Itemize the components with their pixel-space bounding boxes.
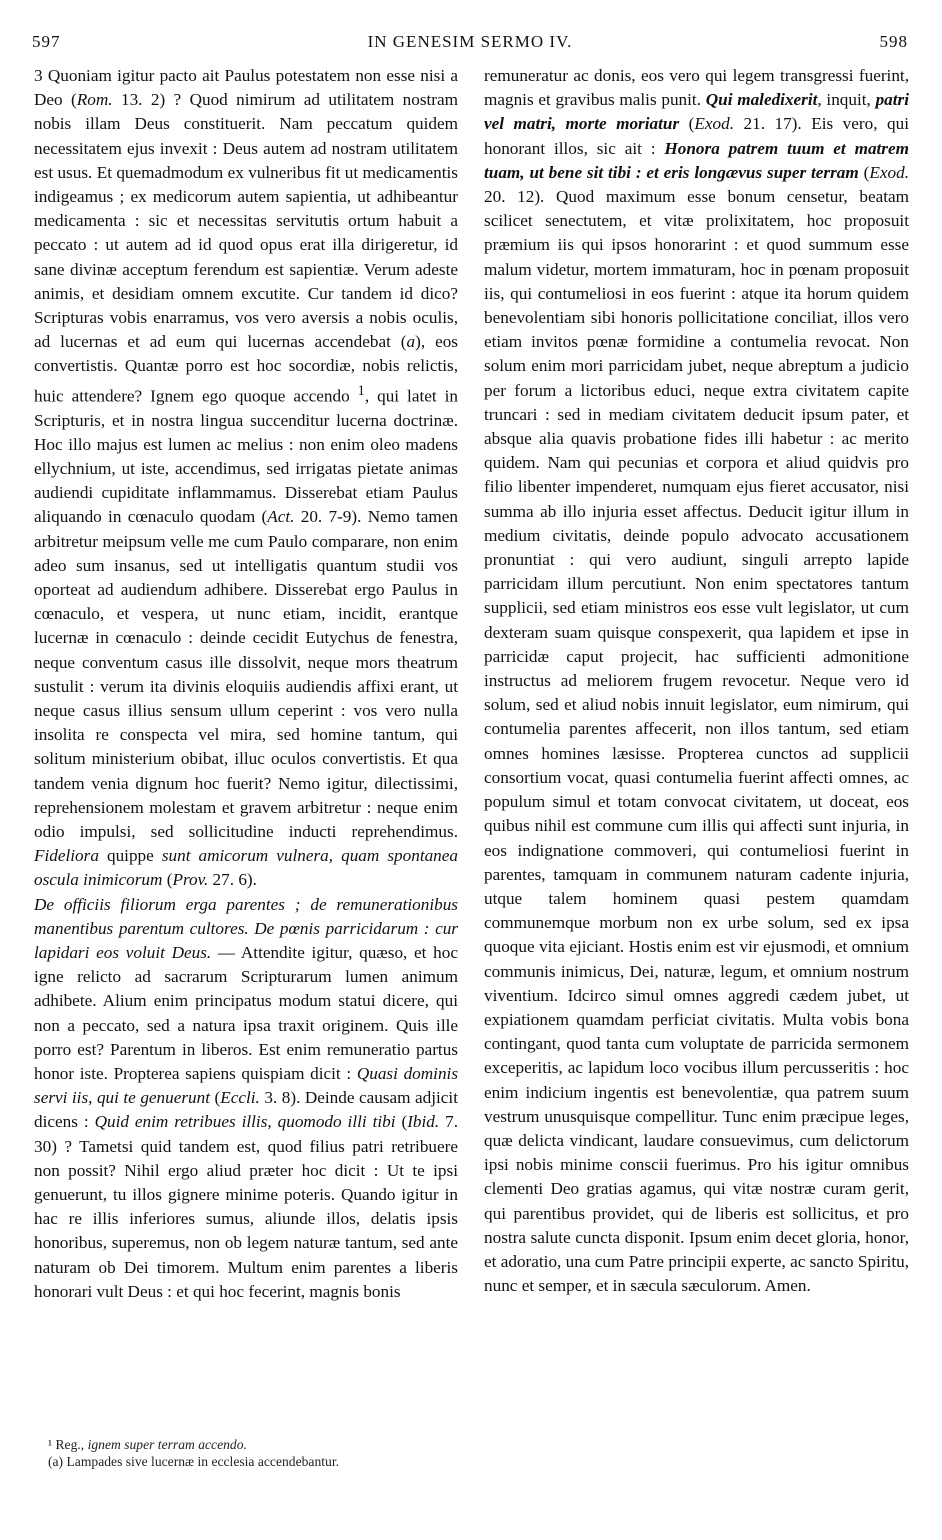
text-run: ( <box>679 114 695 134</box>
footnote-text: Reg., <box>52 1437 88 1452</box>
text-run: 7. 30) ? Tametsi quid tandem est, quod filius patri retribuere non possit? Nihil ergo aliud præter hoc dicit : Ut te ipsi genuerunt, tu illos gignere minime poteris. Quando igitur in hac re illis inferiores sumus, aliunde illos, delatis ipsis honoribus, superemus, non ob legem naturæ tantum, sed ante naturam ob Dei timorem. Multum enim parentes a liberis honorari vult Deus : et qui hoc fecerint, magnis bonis <box>34 1112 459 1301</box>
text-run: ( <box>858 162 870 182</box>
scripture-ref: Exod. <box>869 162 909 182</box>
text-run: quippe <box>98 846 162 866</box>
running-header <box>32 32 908 58</box>
text-run: ), eos convertistis. Quantæ porro est hoc socordiæ, nobis relictis, huic attendere? Ignem ego quoque accendo <box>34 332 458 406</box>
paragraph-4 <box>34 893 458 1304</box>
scripture-ref: Act. <box>267 507 295 527</box>
footnote-mark: (a) <box>48 1454 64 1469</box>
text-run: 3 Quoniam igitur pacto ait Paulus potestatem non esse nisi a Deo ( <box>34 66 458 110</box>
footnote-ref-a: a <box>406 332 416 352</box>
footnote-a <box>34 1453 458 1470</box>
quotation: Honora patrem tuum et matrem tuam, ut bene sit tibi : et eris longævus super terram <box>484 138 909 182</box>
running-title: IN GENESIM SERMO IV. <box>367 32 573 51</box>
text-run: ( <box>162 870 173 890</box>
text-run: , qui latet in Scripturis, et in nostra lingua succenditur lucerna doctrinæ. Hoc illo majus est lumen ac melius : non enim oleo madens ellychnium, ut iste, accendimus, sed irrigatas pietate animas audiendi cupiditate inflammamus. Disserebat etiam Paulus aliquando in cœnaculo quodam ( <box>34 386 458 527</box>
paragraph-3 <box>34 64 458 893</box>
summary-text: De officiis filiorum erga parentes ; de remunerationibus manentibus parentum cultores. De pœnis parricidarum : cur lapidari eos voluit Deus. <box>34 894 458 963</box>
right-column <box>484 64 909 1298</box>
text-run: 20. 12). Quod maximum esse bonum censetur, beatam scilicet senectutem, et vitæ prolixitatem, hoc proposuit præmium iis qui ipsos honorarint : et quod summum esse malum videtur, mortem immaturam, hoc in pœnam proposuit iis, qui contumeliosi in eos fuerint : atque ita horum quidem benevolentiam sibi honoris pollicitatione conciliat, illos vero etiam invitos pœnæ formidine a contumelia revocat. Non solum enim mori parricidam jubet, neque abreptum a judicio per forum a lictoribus educi, neque extra civitatem capite truncari : sed in mediam civitatem deducit ipsum pater, et absque alia quavis probatione fides illi habetur : ac merito quidem. Nam qui pecunias et corpora et aliud quidvis pro filio libenter impenderet, numquam ejus fieret accusator, nisi summa ab illo injuria esset affectus. Deducit igitur illum in medium civitatis, deinde populo advocato accusationem pronuntiat : qui vero audiunt, singuli arrepto lapide parricidam illum percutiunt. Non enim spectatores tantum supplicii, sed etiam ministros eos esse vult legislator, ut cum dexteram suam quisque conspexerit, qua lapidem et ipse in parricidæ caput projecit, hac sufficienti admonitione instructus ad meliorem frugem revocetur. Neque vero id solum, sed et aliud nobis innuit legislator, eum nimirum, qui contumelia parentes affecerit, non illos tantum, sed etiam omnes homines læsisse. Propterea cunctos ad supplicii consortium vocat, quasi contumelia fuerint affecti omnes, ac populum simul et totam convocat civitatem, ut doceat, eos quibus nihil est commune cum illis qui affecti sunt injuria, in eos indignatione commoveri, qui contumeliosi fuerint in parentes, tamquam in communem naturam cadente injuria, utque talem hominem quasi pestem quamdam communemque morbum non ex urbe solum, sed ex ipsa quoque vita ejiciant. Hostis enim est vir ejusmodi, et omnium communis inimicus, Dei, naturæ, legum, et omnium nostrum viventium. Idcirco simul omnes aggredi cædem jubet, ut expiationem quamdam perficiat civitatis. Multa vobis bona contingant, quod tanta cum voluptate de parricida sermonem exceperitis, ac lapidum loco vocibus illum percusseritis : hoc enim indicium ingentis est benevolentiæ, qua patrem suum vestrum unusquisque compellitur. Tunc enim præcipue leges, quæ delicta vindicant, laudare consuevimus, cum delictorum ipsi nobis minime conscii fuerimus. Pro his igitur omnibus clementi Deo gratias agamus, qui vitæ nostræ curam gerit, qui parentibus providet, qui de liberis est sollicitus, et pro nostra salute cuncta disponit. Ipsum enim decet gloria, honor, et adoratio, una cum Patre principii experte, ac sancto Spiritu, nunc et semper, et in sæcula sæculorum. Amen. <box>484 187 909 1296</box>
left-page-number: 597 <box>32 32 61 51</box>
text-run: , inquit, <box>817 90 876 110</box>
scripture-ref: Exod. <box>694 114 734 134</box>
scripture-ref: Rom. <box>76 90 113 110</box>
quotation: Quid enim retribues illis, quomodo illi tibi <box>94 1112 396 1132</box>
footnote-1 <box>34 1436 458 1453</box>
quotation: Qui maledixerit <box>705 90 818 110</box>
text-run: 20. 7-9). Nemo tamen arbitretur meipsum velle me cum Paulo comparare, non enim adeo sum insanus, sed ut intelligatis quantum studii vos oporteat ad audiendum adhibere. Disserebat ergo Paulus in cœnaculo, et vespera, ut nunc etiam, incidit, erantque lucernæ in cœnaculo : deinde cecidit Eutychus de fenestra, neque conventum casus ille dissolvit, neque mors theatrum sustulit : verum ita divinis eloquiis audiendis affixi erant, ut neque casus illius sensum ullum ceperint : vos vero nulla insolita re conspecta vel mira, sed homine tantum, qui solitum ministerium obibat, illuc oculos convertistis. Et qua tandem venia dignum hoc fuerit? Nemo igitur, dilectissimi, reprehensionem molestam et gravem arbitretur : neque enim odio impulsi, sed sollicitudine inducti reprehendimus. <box>34 507 458 842</box>
dash: — <box>211 943 241 963</box>
quotation: Quasi dominis servi iis, qui te genuerunt <box>34 1064 459 1108</box>
text-run: 13. 2) ? Quod nimirum ad utilitatem nostram nobis illam Deus constituerit. Nam peccatum quidem necessitatem ejus invexit : Deus autem ad nostram utilitatem est usus. Et quemadmodum ex vulneribus fit ut medicamentis indigeamus ; ex medicorum autem sapientia, ut adhibeantur medicamenta : sic et necessitas servitutis ortum habuit a peccato : ut autem ad id quod opus erat illa dirigeretur, id sane divinæ acceptum ferendum est sapientiæ. Verum adeste animis, et desidiam omnem excutite. Cur tandem id dico? Scripturas vobis enarramus, vos vero aversis a nobis oculis, ad lucernas et ad eum qui lucernas accendebat ( <box>34 90 459 352</box>
quotation: patri vel matri, morte moriatur <box>484 90 909 134</box>
text-run: ( <box>395 1112 408 1132</box>
footnote-text: Lampades sive lucernæ in ecclesia accendebantur. <box>63 1454 339 1469</box>
text-run: remuneratur ac donis, eos vero qui legem transgressi fuerint, magnis et gravibus malis punit. <box>484 66 909 110</box>
text-run: 21. 17). Eis vero, qui honorant illos, sic ait : <box>484 114 909 158</box>
scripture-ref: Ibid. <box>407 1112 440 1132</box>
text-run: ( <box>210 1088 221 1108</box>
text-run: 27. 6). <box>208 870 257 890</box>
scripture-ref: Prov. <box>172 870 209 890</box>
paragraph-continued <box>484 64 909 1298</box>
quotation: sunt amicorum vulnera, quam spontanea oscula inimicorum <box>34 846 458 890</box>
left-column <box>34 64 458 1304</box>
footnote-mark: ¹ <box>48 1437 53 1452</box>
footnotes <box>34 1436 458 1470</box>
footnote-ref-1: 1 <box>357 382 365 399</box>
scripture-ref: Eccli. <box>220 1088 260 1108</box>
text-run: 3. 8). Deinde causam adjicit dicens : <box>34 1088 458 1132</box>
right-page-number: 598 <box>879 32 908 51</box>
quotation: Fideliora <box>34 846 99 866</box>
text-run: Attendite igitur, quæso, et hoc igne relicto ad sacrarum Scripturarum lumen animum adhibete. Alium enim principatus modum statui dicere, qui non a peccato, sed a natura ipsa traxit originem. Quis ille porro est? Parentum in liberos. Est enim remuneratio partus honor iste. Propterea sapiens quispiam dicit : <box>34 943 458 1084</box>
footnote-text: ignem super terram accendo. <box>87 1437 247 1452</box>
